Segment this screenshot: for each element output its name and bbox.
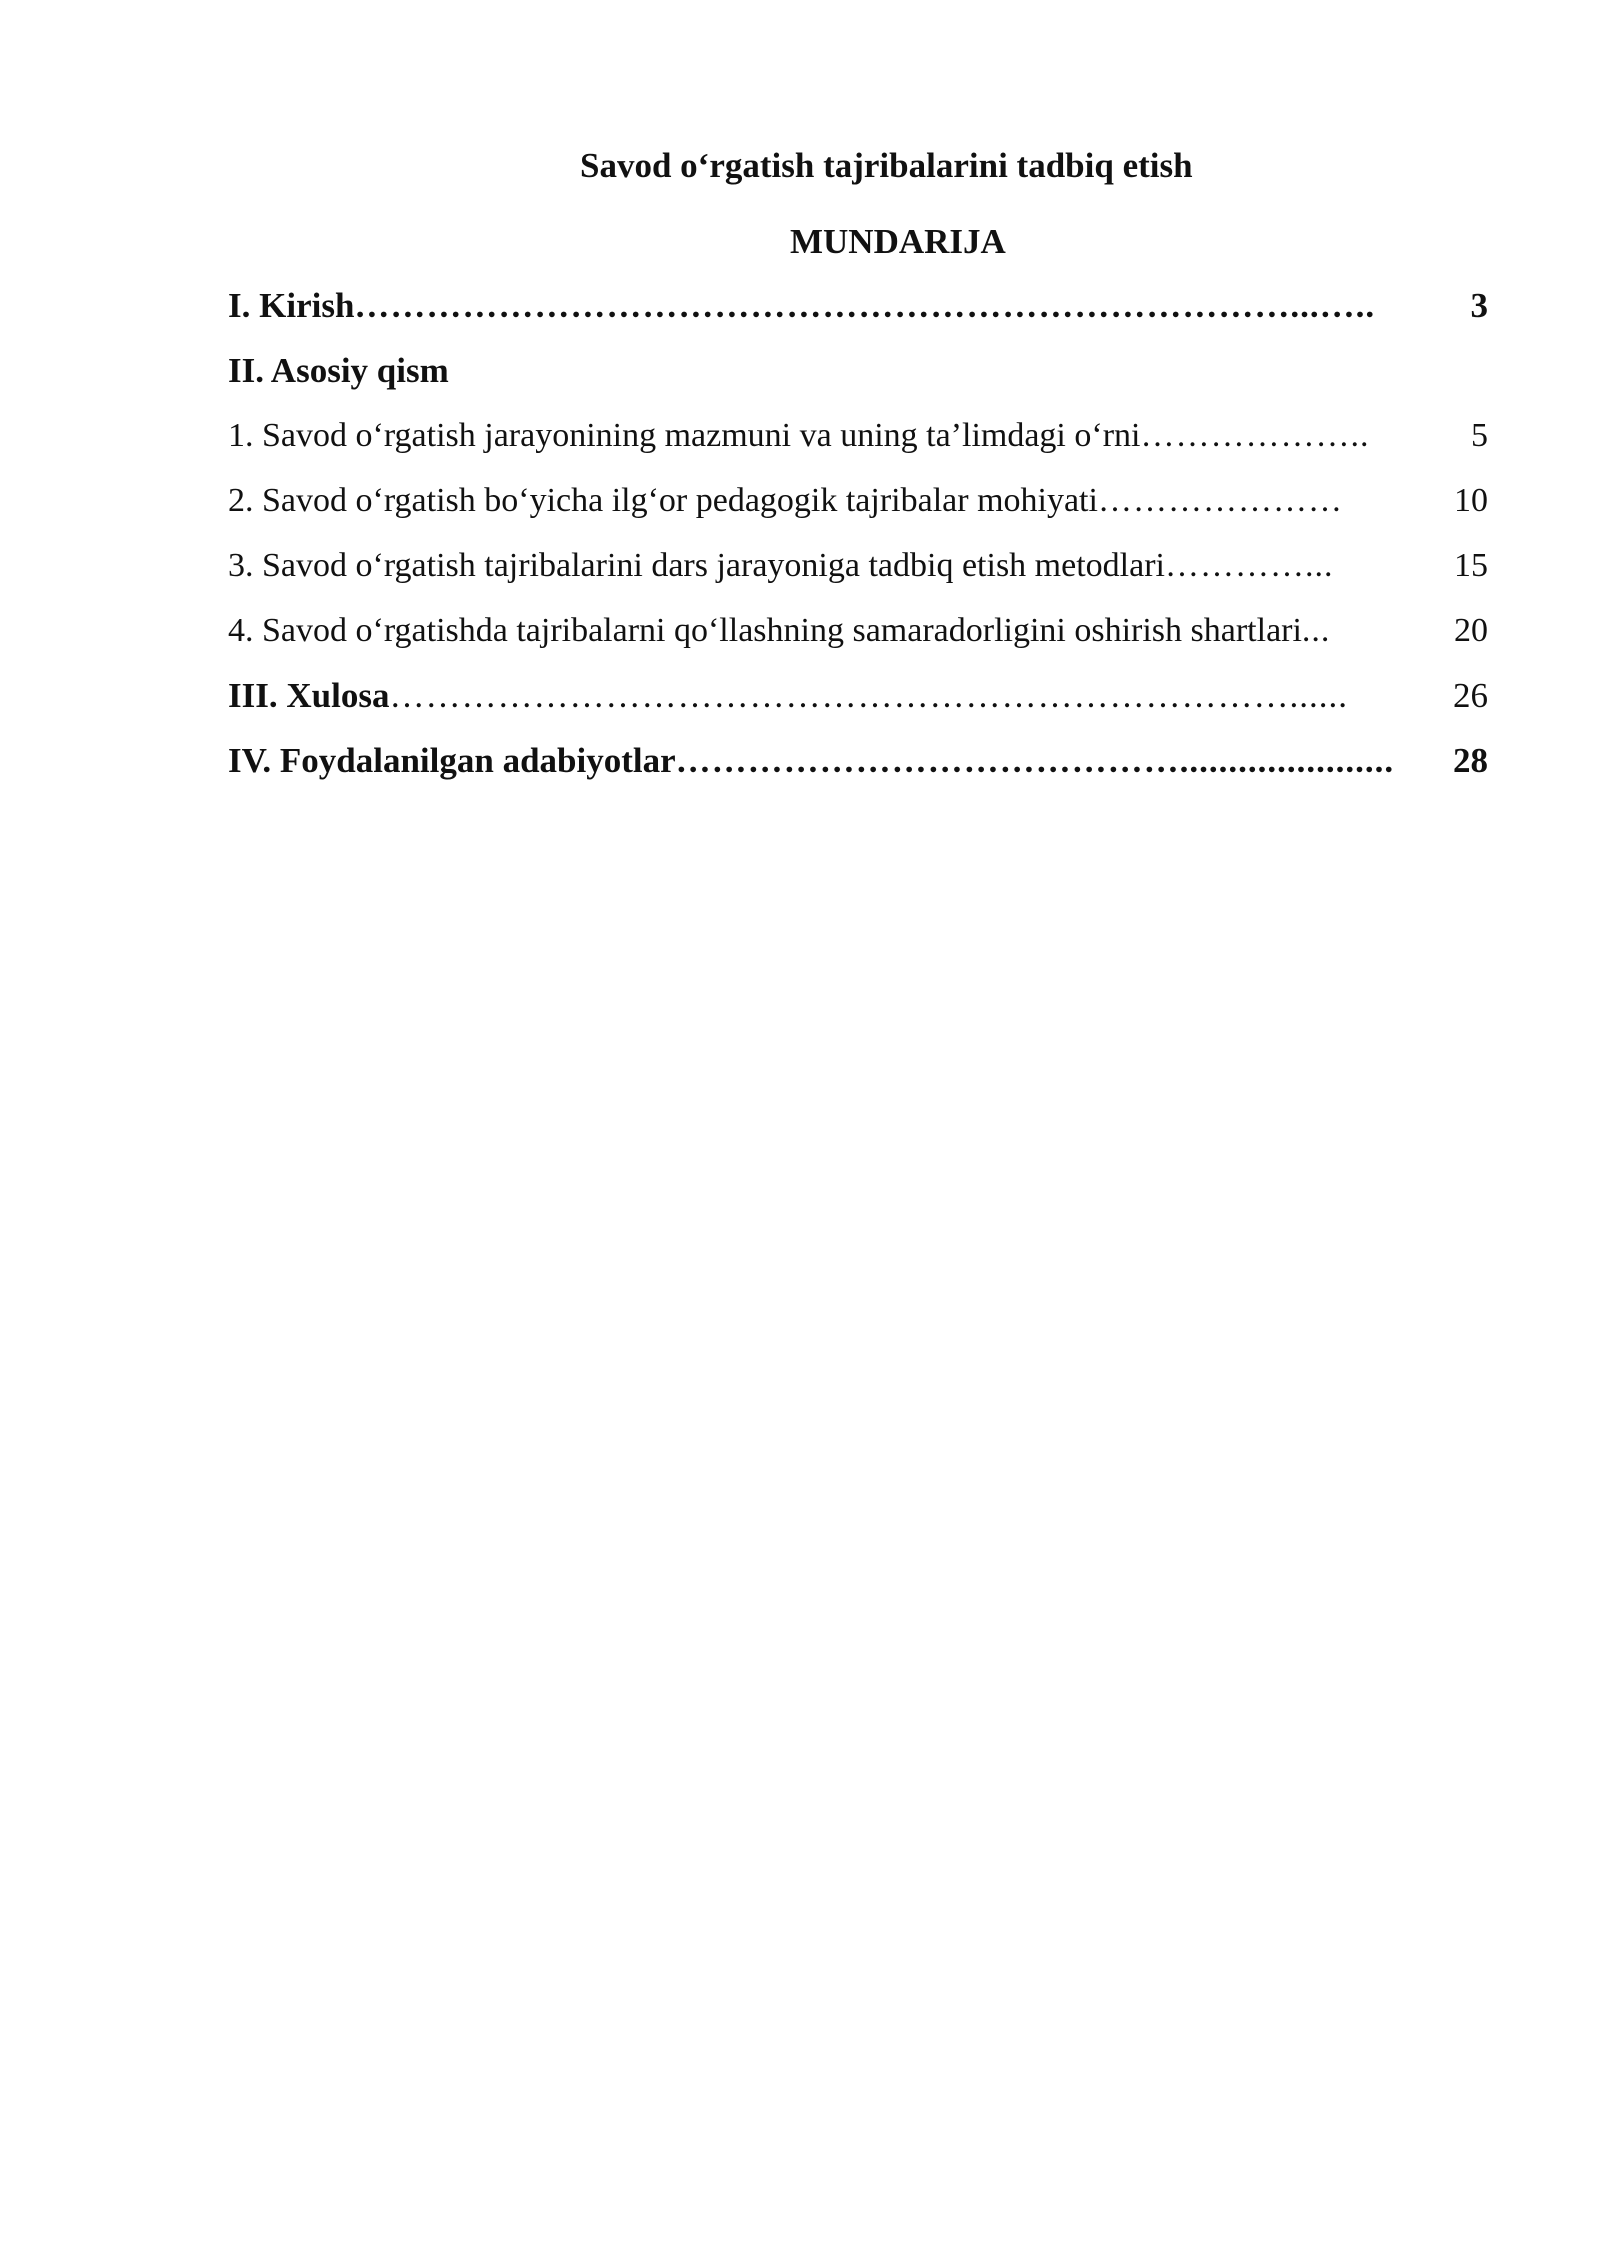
toc-entry-title: I. Kirish	[228, 286, 355, 325]
toc-page-number: 28	[1453, 741, 1488, 780]
toc-entry-section-3	[228, 544, 1488, 609]
toc-page-number: 15	[1454, 547, 1488, 584]
toc-entry-title: 1. Savod o‘rgatish jarayonining mazmuni va uning ta’limdagi o‘rni	[228, 417, 1141, 454]
toc-entry-title: 4. Savod o‘rgatishda tajribalarni qo‘llashning samaradorligini oshirish shartlari	[228, 612, 1302, 649]
toc-entry-section-2	[228, 479, 1488, 544]
toc-page-number: 5	[1471, 417, 1488, 454]
toc-page-number: 10	[1454, 482, 1488, 519]
toc-dot-leader: …………………………………………………………………......	[389, 676, 1348, 715]
toc-dot-leader: ...	[1301, 612, 1331, 649]
toc-page-number: 3	[1470, 286, 1488, 325]
toc-entry-section-4	[228, 609, 1488, 674]
document-title: Savod o‘rgatish tajribalarini tadbiq etish	[580, 146, 1193, 185]
table-of-contents	[228, 284, 1488, 804]
toc-entry-title: II. Asosiy qism	[228, 351, 449, 390]
toc-entry-section-1	[228, 414, 1488, 479]
toc-dot-leader: …………...	[1164, 547, 1334, 584]
toc-entry-title: 2. Savod o‘rgatish bo‘yicha ilg‘or pedagogik tajribalar mohiyati	[228, 482, 1098, 519]
toc-dot-leader: …………………	[1097, 482, 1343, 519]
toc-entry-title: 3. Savod o‘rgatish tajribalarini dars jarayoniga tadbiq etish metodlari	[228, 547, 1165, 584]
toc-dot-leader: ……………………………………......................	[675, 741, 1395, 780]
toc-entry-main-part	[228, 349, 1488, 414]
toc-entry-conclusion	[228, 674, 1488, 739]
toc-entry-title: IV. Foydalanilgan adabiyotlar	[228, 741, 676, 780]
toc-dot-leader: ………………..	[1140, 417, 1370, 454]
toc-entry-title: III. Xulosa	[228, 676, 390, 715]
contents-heading: MUNDARIJA	[790, 222, 1006, 261]
toc-page-number: 26	[1453, 676, 1488, 715]
toc-page-number: 20	[1454, 612, 1488, 649]
toc-dot-leader: ……………………………………………………………………...…..	[354, 286, 1376, 325]
toc-entry-references	[228, 739, 1488, 804]
toc-entry-introduction	[228, 284, 1488, 349]
